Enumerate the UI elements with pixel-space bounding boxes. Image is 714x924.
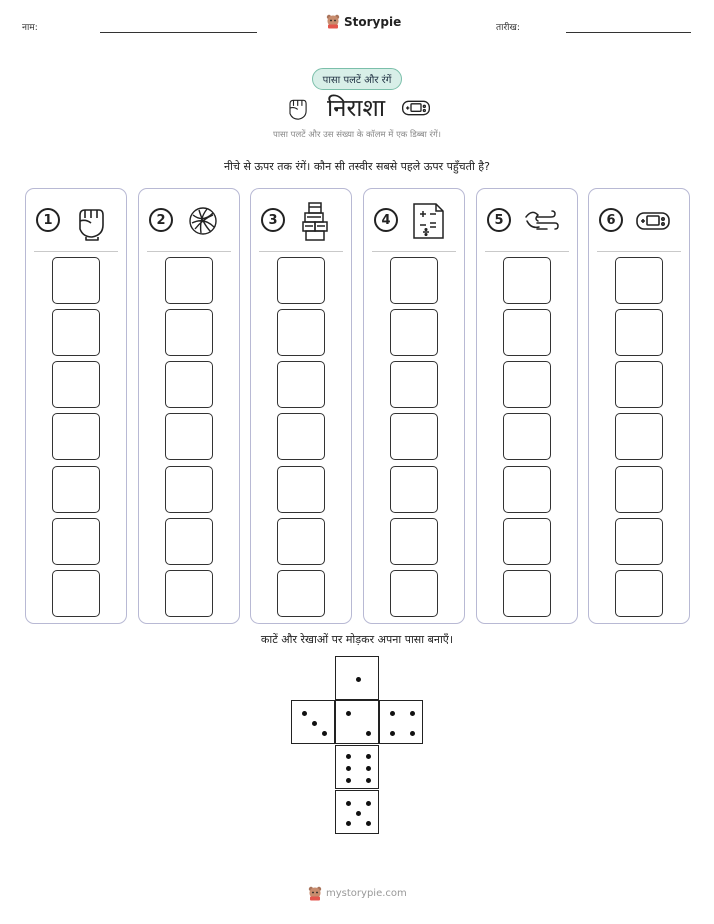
die-pip xyxy=(346,821,351,826)
brand-name: Storypie xyxy=(344,14,402,29)
column-3 xyxy=(250,188,352,624)
brand-logo xyxy=(326,14,401,29)
die-pip xyxy=(390,711,395,716)
color-box[interactable] xyxy=(165,570,213,617)
column-2 xyxy=(138,188,240,624)
color-box[interactable] xyxy=(277,518,325,565)
color-box[interactable] xyxy=(390,361,438,408)
color-box[interactable] xyxy=(52,257,100,304)
column-divider xyxy=(259,251,343,252)
die-pip xyxy=(366,754,371,759)
color-box[interactable] xyxy=(390,257,438,304)
color-box[interactable] xyxy=(615,257,663,304)
color-box[interactable] xyxy=(52,570,100,617)
tangled-yarn-icon xyxy=(185,201,221,241)
color-box[interactable] xyxy=(390,466,438,513)
color-box[interactable] xyxy=(165,361,213,408)
color-box[interactable] xyxy=(277,257,325,304)
column-number: 2 xyxy=(149,208,173,232)
color-box[interactable] xyxy=(615,570,663,617)
die-pip xyxy=(410,731,415,736)
activity-pill: पासा पलटें और रंगें xyxy=(312,68,403,90)
math-paper-icon xyxy=(410,201,446,241)
color-box[interactable] xyxy=(615,413,663,460)
game-controller-icon xyxy=(635,201,671,241)
fist-icon xyxy=(283,94,311,122)
color-box[interactable] xyxy=(277,361,325,408)
fist-icon xyxy=(72,201,108,241)
die-pip xyxy=(366,731,371,736)
column-number: 5 xyxy=(487,208,511,232)
column-number: 6 xyxy=(599,208,623,232)
die-pip xyxy=(346,801,351,806)
die-pip xyxy=(356,677,361,682)
die-pip xyxy=(390,731,395,736)
color-box[interactable] xyxy=(165,518,213,565)
die-pip xyxy=(322,731,327,736)
color-box[interactable] xyxy=(52,361,100,408)
die-face-2 xyxy=(335,700,379,744)
die-pip xyxy=(366,821,371,826)
storypie-mascot-icon xyxy=(308,886,322,901)
color-box[interactable] xyxy=(503,309,551,356)
color-box[interactable] xyxy=(615,361,663,408)
color-box[interactable] xyxy=(165,309,213,356)
color-box[interactable] xyxy=(52,518,100,565)
instruction: नीचे से ऊपर तक रंगें। कौन सी तस्वीर सबसे पहले ऊपर पहुँचती है? xyxy=(224,160,490,173)
column-divider xyxy=(597,251,681,252)
die-pip xyxy=(346,754,351,759)
die-face-3 xyxy=(291,700,335,744)
column-1 xyxy=(25,188,127,624)
die-pip xyxy=(366,801,371,806)
color-box[interactable] xyxy=(390,518,438,565)
color-box[interactable] xyxy=(615,466,663,513)
color-box[interactable] xyxy=(390,309,438,356)
page-title: निराशा xyxy=(326,94,386,122)
color-box[interactable] xyxy=(503,570,551,617)
column-6 xyxy=(588,188,690,624)
storypie-mascot-icon xyxy=(326,14,340,29)
column-number: 1 xyxy=(36,208,60,232)
die-face-4 xyxy=(379,700,423,744)
color-box[interactable] xyxy=(503,361,551,408)
color-box[interactable] xyxy=(277,309,325,356)
color-box[interactable] xyxy=(503,413,551,460)
color-box[interactable] xyxy=(277,570,325,617)
color-box[interactable] xyxy=(165,413,213,460)
subtitle: पासा पलटें और उस संख्या के कॉलम में एक डिब्बा रंगें। xyxy=(273,130,441,140)
die-pip xyxy=(356,811,361,816)
wind-sigh-icon xyxy=(523,201,559,241)
color-box[interactable] xyxy=(165,257,213,304)
color-box[interactable] xyxy=(390,413,438,460)
column-divider xyxy=(147,251,231,252)
game-controller-icon xyxy=(401,96,431,120)
column-4 xyxy=(363,188,465,624)
column-divider xyxy=(485,251,569,252)
die-pip xyxy=(346,711,351,716)
color-box[interactable] xyxy=(52,413,100,460)
color-box[interactable] xyxy=(277,413,325,460)
color-box[interactable] xyxy=(503,518,551,565)
color-box[interactable] xyxy=(52,309,100,356)
color-box[interactable] xyxy=(615,518,663,565)
die-face-1 xyxy=(335,656,379,700)
die-pip xyxy=(346,766,351,771)
date-label: तारीख: xyxy=(496,23,520,33)
die-pip xyxy=(366,766,371,771)
die-pip xyxy=(410,711,415,716)
die-face-5 xyxy=(335,790,379,834)
name-field[interactable] xyxy=(100,32,257,33)
color-box[interactable] xyxy=(165,466,213,513)
color-box[interactable] xyxy=(277,466,325,513)
color-box[interactable] xyxy=(390,570,438,617)
die-pip xyxy=(312,721,317,726)
footer xyxy=(308,886,407,901)
column-divider xyxy=(372,251,456,252)
die-face-6 xyxy=(335,745,379,789)
column-number: 3 xyxy=(261,208,285,232)
color-box[interactable] xyxy=(52,466,100,513)
die-pip xyxy=(302,711,307,716)
stacked-blocks-icon xyxy=(297,201,333,241)
column-5 xyxy=(476,188,578,624)
die-pip xyxy=(346,778,351,783)
color-box[interactable] xyxy=(503,466,551,513)
column-divider xyxy=(34,251,118,252)
color-box[interactable] xyxy=(503,257,551,304)
name-label: नाम: xyxy=(22,23,38,33)
column-number: 4 xyxy=(374,208,398,232)
die-caption: काटें और रेखाओं पर मोड़कर अपना पासा बनाएँ। xyxy=(260,633,454,646)
color-box[interactable] xyxy=(615,309,663,356)
die-pip xyxy=(366,778,371,783)
date-field[interactable] xyxy=(566,32,691,33)
footer-url[interactable]: mystorypie.com xyxy=(326,888,407,899)
